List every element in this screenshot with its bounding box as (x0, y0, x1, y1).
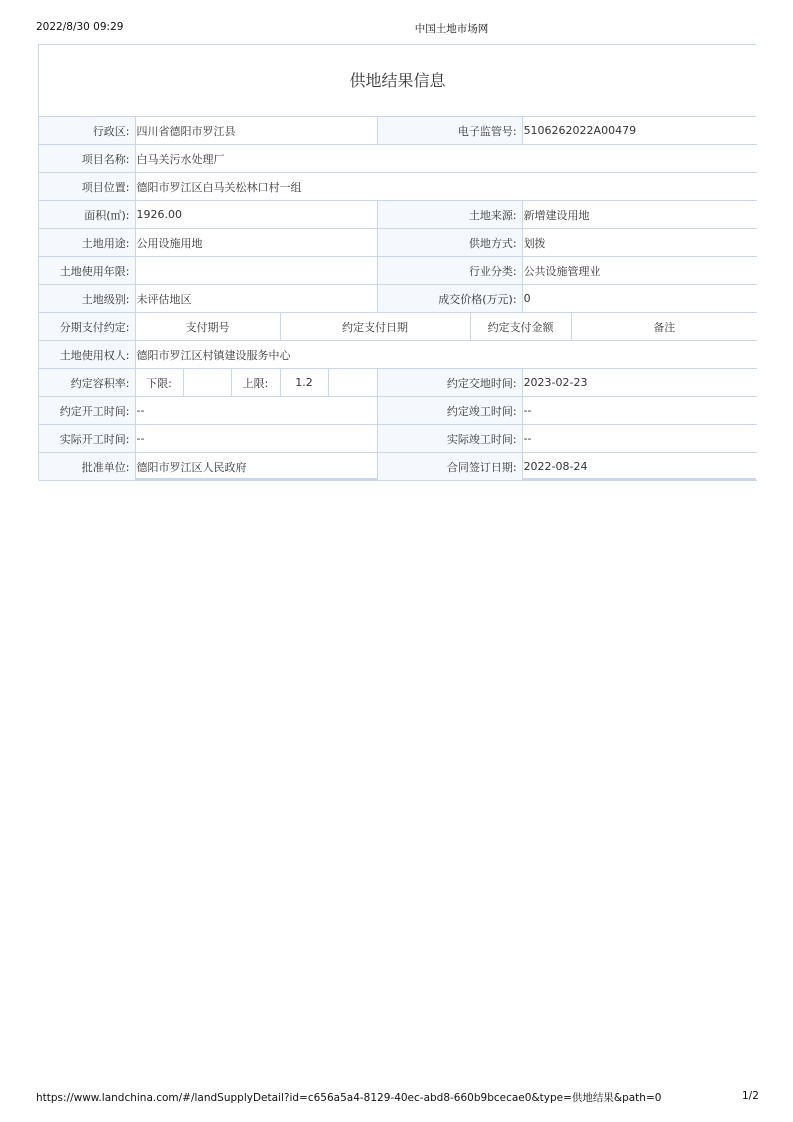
page-url: https://www.landchina.com/#/landSupplyDetail?id=c656a5a4-8129-40ec-abd8-660b9bcecae0&type=供地结果&path=0 (36, 1092, 662, 1104)
land-use-value: 公用设施用地 (135, 229, 377, 257)
land-use-label: 土地用途: (39, 229, 135, 257)
table-row (39, 397, 757, 425)
table-row (39, 425, 757, 453)
table-row (39, 229, 757, 257)
installment-col-period: 支付期号 (135, 313, 280, 341)
table-row (39, 369, 757, 397)
table-row (39, 201, 757, 229)
plot-ratio-lower-label: 下限: (135, 369, 183, 397)
delivery-time-value: 2023-02-23 (522, 369, 757, 397)
project-location-value: 德阳市罗江区白马关松林口村一组 (135, 173, 757, 201)
print-datetime: 2022/8/30 09:29 (36, 21, 124, 33)
plot-ratio-spacer (328, 369, 377, 397)
area-label: 面积(㎡): (39, 201, 135, 229)
table-row (39, 313, 757, 341)
installment-col-date: 约定支付日期 (280, 313, 470, 341)
plot-ratio-lower-value (183, 369, 231, 397)
approver-value: 德阳市罗江区人民政府 (135, 453, 377, 481)
table-row (39, 285, 757, 313)
land-grade-value: 未评估地区 (135, 285, 377, 313)
area-value: 1926.00 (135, 201, 377, 229)
plot-ratio-label: 约定容积率: (39, 369, 135, 397)
project-name-value: 白马关污水处理厂 (135, 145, 757, 173)
page-title: 供地结果信息 (39, 45, 756, 117)
industry-value: 公共设施管理业 (522, 257, 757, 285)
land-grade-label: 土地级别: (39, 285, 135, 313)
supply-result-table (39, 117, 757, 481)
land-source-value: 新增建设用地 (522, 201, 757, 229)
price-value: 0 (522, 285, 757, 313)
site-name: 中国土地市场网 (414, 23, 489, 35)
finish-time-actual-label: 实际竣工时间: (377, 425, 522, 453)
table-row (39, 453, 757, 481)
table-row (39, 257, 757, 285)
land-user-value: 德阳市罗江区村镇建设服务中心 (135, 341, 757, 369)
land-user-label: 土地使用权人: (39, 341, 135, 369)
supervision-no-label: 电子监管号: (377, 117, 522, 145)
contract-date-label: 合同签订日期: (377, 453, 522, 481)
start-time-agreed-label: 约定开工时间: (39, 397, 135, 425)
industry-label: 行业分类: (377, 257, 522, 285)
start-time-actual-value: -- (135, 425, 377, 453)
finish-time-agreed-label: 约定竣工时间: (377, 397, 522, 425)
use-term-label: 土地使用年限: (39, 257, 135, 285)
result-panel (38, 44, 756, 480)
delivery-time-label: 约定交地时间: (377, 369, 522, 397)
page-number: 1/2 (742, 1090, 759, 1102)
contract-date-value: 2022-08-24 (522, 453, 757, 481)
table-row (39, 173, 757, 201)
finish-time-actual-value: -- (522, 425, 757, 453)
land-source-label: 土地来源: (377, 201, 522, 229)
installment-col-amount: 约定支付金额 (470, 313, 571, 341)
price-label: 成交价格(万元): (377, 285, 522, 313)
table-row (39, 341, 757, 369)
approver-label: 批准单位: (39, 453, 135, 481)
start-time-actual-label: 实际开工时间: (39, 425, 135, 453)
installment-col-remark: 备注 (571, 313, 757, 341)
admin-region-value: 四川省德阳市罗江县 (135, 117, 377, 145)
table-row (39, 145, 757, 173)
table-row (39, 117, 757, 145)
supply-method-label: 供地方式: (377, 229, 522, 257)
project-name-label: 项目名称: (39, 145, 135, 173)
use-term-value (135, 257, 377, 285)
plot-ratio-upper-label: 上限: (231, 369, 280, 397)
finish-time-agreed-value: -- (522, 397, 757, 425)
admin-region-label: 行政区: (39, 117, 135, 145)
installments-label: 分期支付约定: (39, 313, 135, 341)
supervision-no-value: 5106262022A00479 (522, 117, 757, 145)
start-time-agreed-value: -- (135, 397, 377, 425)
plot-ratio-upper-value: 1.2 (280, 369, 328, 397)
project-location-label: 项目位置: (39, 173, 135, 201)
supply-method-value: 划拨 (522, 229, 757, 257)
